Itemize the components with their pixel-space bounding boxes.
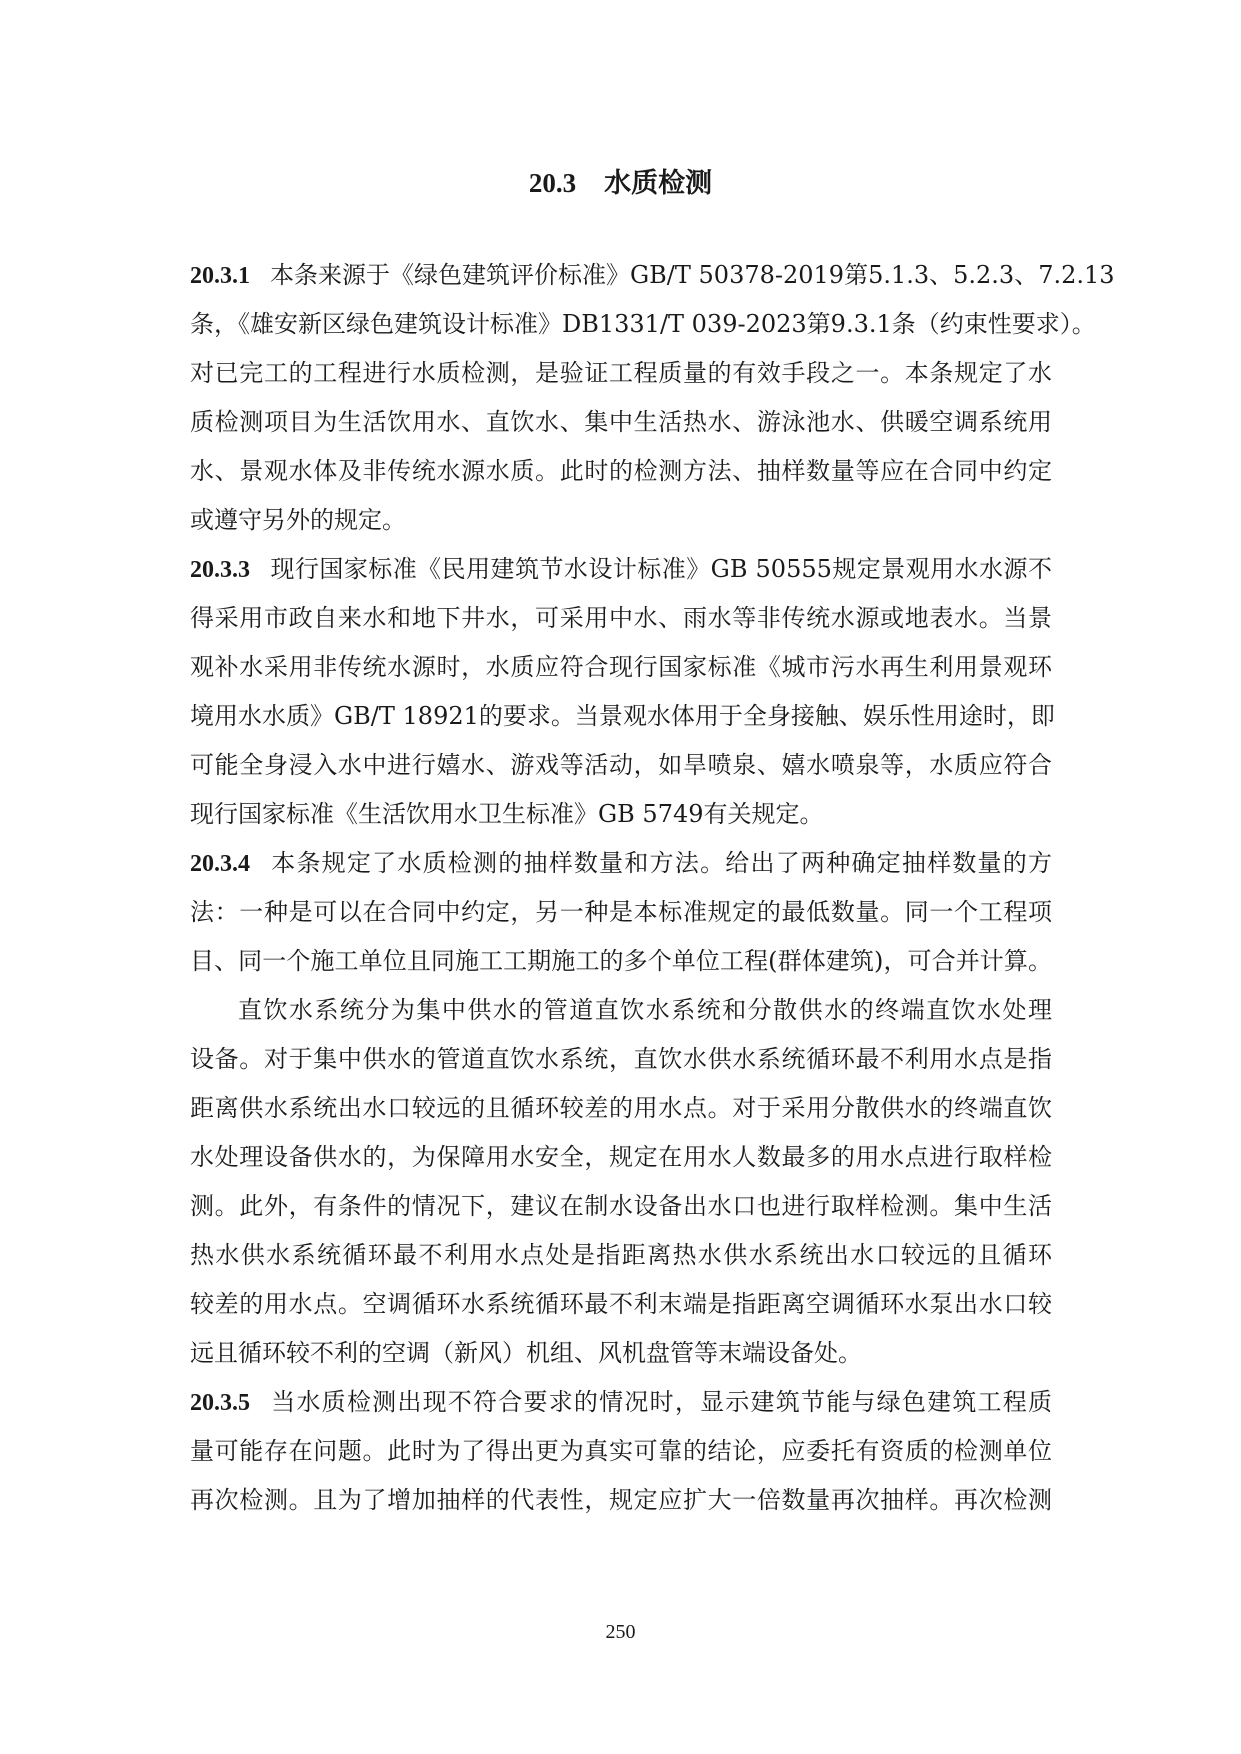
text-line: 较差的用水点。空调循环水系统循环最不利末端是指距离空调循环水泵出水口较 [190, 1290, 1052, 1318]
clause-number: 20.3.3 [190, 557, 250, 583]
text-line: 再次检测。且为了增加抽样的代表性，规定应扩大一倍数量再次抽样。再次检测 [190, 1486, 1052, 1514]
text-line: 法：一种是可以在合同中约定，另一种是本标准规定的最低数量。同一个工程项 [190, 898, 1052, 926]
text-line: 热水供水系统循环最不利用水点处是指距离热水供水系统出水口较远的且循环 [190, 1241, 1052, 1269]
text-line: 或遵守另外的规定。 [190, 506, 406, 534]
clause-number: 20.3.4 [190, 851, 250, 877]
clause-20-3-1 [190, 251, 1115, 545]
clause-number: 20.3.1 [190, 263, 250, 289]
document-body [190, 251, 1115, 1525]
clause-20-3-3 [190, 545, 1055, 839]
text-line: 条，《雄安新区绿色建筑设计标准》DB1331/T 039-2023第9.3.1条（约束性要求）。 [190, 310, 1096, 338]
text-line: 20.3.3 现行国家标准《民用建筑节水设计标准》GB 50555规定景观用水水源不 [190, 555, 1052, 583]
text-line: 20.3.5 当水质检测出现不符合要求的情况时，显示建筑节能与绿色建筑工程质 [190, 1388, 1052, 1416]
text-line: 水处理设备供水的，为保障用水安全，规定在用水人数最多的用水点进行取样检 [190, 1143, 1052, 1171]
paragraph-direct-drinking-water [190, 986, 1052, 1378]
text-line: 境用水水质》GB/T 18921的要求。当景观水体用于全身接触、娱乐性用途时，即 [190, 702, 1055, 730]
text-line: 20.3.1 本条来源于《绿色建筑评价标准》GB/T 50378-2019第5.1.3、5.2.3、7.2.13 [190, 261, 1115, 289]
section-number: 20.3 [528, 168, 577, 198]
text-line: 测。此外，有条件的情况下，建议在制水设备出水口也进行取样检测。集中生活 [190, 1192, 1052, 1220]
text-line: 设备。对于集中供水的管道直饮水系统，直饮水供水系统循环最不利用水点是指 [190, 1045, 1052, 1073]
clause-20-3-5 [190, 1378, 1052, 1525]
section-title [0, 165, 1241, 202]
text-line: 水、景观水体及非传统水源水质。此时的检测方法、抽样数量等应在合同中约定 [190, 457, 1052, 485]
page-number: 250 [605, 1621, 636, 1643]
text-line: 可能全身浸入水中进行嬉水、游戏等活动，如旱喷泉、嬉水喷泉等，水质应符合 [190, 751, 1052, 779]
text-line: 直饮水系统分为集中供水的管道直饮水系统和分散供水的终端直饮水处理 [238, 996, 1052, 1024]
text-line: 距离供水系统出水口较远的且循环较差的用水点。对于采用分散供水的终端直饮 [190, 1094, 1052, 1122]
text-line: 观补水采用非传统水源时，水质应符合现行国家标准《城市污水再生利用景观环 [190, 653, 1052, 681]
text-line: 现行国家标准《生活饮用水卫生标准》GB 5749有关规定。 [190, 800, 824, 828]
text-line: 量可能存在问题。此时为了得出更为真实可靠的结论，应委托有资质的检测单位 [190, 1437, 1052, 1465]
text-line: 质检测项目为生活饮用水、直饮水、集中生活热水、游泳池水、供暖空调系统用 [190, 408, 1052, 436]
text-line: 得采用市政自来水和地下井水，可采用中水、雨水等非传统水源或地表水。当景 [190, 604, 1052, 632]
clause-20-3-4 [190, 839, 1052, 986]
text-line: 目、同一个施工单位且同施工工期施工的多个单位工程(群体建筑)，可合并计算。 [190, 947, 1052, 975]
clause-number: 20.3.5 [190, 1390, 250, 1416]
text-line: 对已完工的工程进行水质检测，是验证工程质量的有效手段之一。本条规定了水 [190, 359, 1052, 387]
section-title-text: 水质检测 [604, 168, 713, 199]
text-line: 20.3.4 本条规定了水质检测的抽样数量和方法。给出了两种确定抽样数量的方 [190, 849, 1052, 877]
text-line: 远且循环较不利的空调（新风）机组、风机盘管等末端设备处。 [190, 1339, 862, 1367]
